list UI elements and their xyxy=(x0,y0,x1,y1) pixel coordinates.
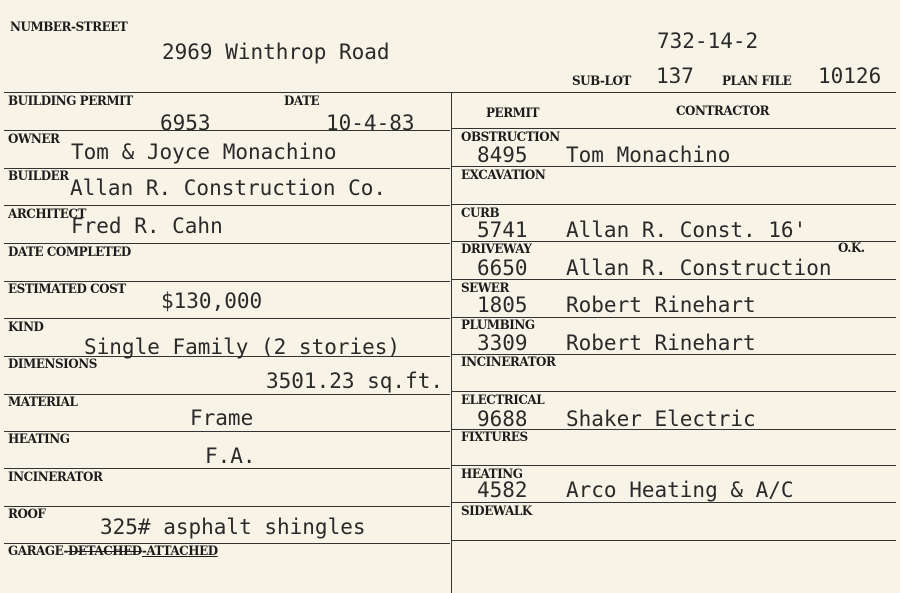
obstruction-permit: 8495 xyxy=(477,143,528,167)
kind-label: KIND xyxy=(8,320,44,335)
curb-label: CURB xyxy=(461,206,500,221)
electrical-contractor: Shaker Electric xyxy=(566,407,756,431)
row-divider xyxy=(4,205,450,206)
curb-contractor: Allan R. Const. 16' xyxy=(566,218,807,242)
fixtures-label: FIXTURES xyxy=(461,430,528,445)
header-divider xyxy=(4,92,896,93)
dimensions-value: 3501.23 sq.ft. xyxy=(266,369,444,393)
driveway-permit: 6650 xyxy=(477,256,528,280)
row-divider xyxy=(452,540,896,541)
sewer-label: SEWER xyxy=(461,281,509,296)
obstruction-contractor: Tom Monachino xyxy=(566,143,731,167)
incinerator-permit-label: INCINERATOR xyxy=(461,355,556,370)
row-divider xyxy=(452,465,896,466)
row-divider xyxy=(4,506,450,507)
column-divider xyxy=(451,92,452,593)
excavation-label: EXCAVATION xyxy=(461,168,546,183)
row-divider xyxy=(452,391,896,392)
row-divider xyxy=(452,502,896,503)
plan-file-value: 10126 xyxy=(818,64,882,88)
building-permit-label: BUILDING PERMIT xyxy=(8,94,133,109)
builder-value: Allan R. Construction Co. xyxy=(70,176,387,200)
owner-label: OWNER xyxy=(8,132,60,147)
contractor-header: CONTRACTOR xyxy=(676,104,770,119)
kind-value: Single Family (2 stories) xyxy=(84,335,401,359)
date-value: 10-4-83 xyxy=(326,111,415,135)
builder-label: BUILDER xyxy=(8,169,69,184)
address-value: 2969 Winthrop Road xyxy=(162,40,390,64)
row-divider xyxy=(4,243,450,244)
estimated-cost-value: $130,000 xyxy=(161,289,263,313)
sublot-label: SUB-LOT xyxy=(572,74,631,89)
sidewalk-label: SIDEWALK xyxy=(461,504,532,519)
permit-header: PERMIT xyxy=(486,106,540,121)
row-divider xyxy=(452,128,896,129)
heating-label: HEATING xyxy=(8,432,70,447)
date-label: DATE xyxy=(284,94,320,109)
plumbing-contractor: Robert Rinehart xyxy=(566,331,756,355)
row-divider xyxy=(4,168,450,169)
sublot-value: 137 xyxy=(656,64,694,88)
sewer-contractor: Robert Rinehart xyxy=(566,293,756,317)
curb-permit: 5741 xyxy=(477,218,528,242)
driveway-note: O.K. xyxy=(838,241,865,256)
architect-value: Fred R. Cahn xyxy=(71,214,223,238)
heating-value: F.A. xyxy=(205,444,256,468)
heating-contractor: Arco Heating & A/C xyxy=(566,478,794,502)
driveway-contractor: Allan R. Construction xyxy=(566,256,832,280)
estimated-cost-label: ESTIMATED COST xyxy=(8,282,126,297)
building-permit-value: 6953 xyxy=(160,111,211,135)
garage-struck-text: DETACHED xyxy=(68,544,142,559)
garage-label xyxy=(8,544,218,559)
number-street-label: NUMBER-STREET xyxy=(10,20,128,35)
roof-label: ROOF xyxy=(8,507,46,522)
sewer-permit: 1805 xyxy=(477,293,528,317)
material-value: Frame xyxy=(190,406,254,430)
architect-label: ARCHITECT xyxy=(8,207,86,222)
electrical-label: ELECTRICAL xyxy=(461,393,545,408)
roof-value: 325# asphalt shingles xyxy=(100,515,366,539)
row-divider xyxy=(4,431,450,432)
electrical-permit: 9688 xyxy=(477,407,528,431)
garage-value: -ATTACHED xyxy=(141,544,218,559)
row-divider xyxy=(4,468,450,469)
date-completed-label: DATE COMPLETED xyxy=(8,245,131,260)
material-label: MATERIAL xyxy=(8,395,78,410)
garage-prefix: GARAGE- xyxy=(8,544,69,559)
row-divider xyxy=(4,318,450,319)
plumbing-permit: 3309 xyxy=(477,331,528,355)
obstruction-label: OBSTRUCTION xyxy=(461,130,560,145)
heating-permit: 4582 xyxy=(477,478,528,502)
driveway-label: DRIVEWAY xyxy=(461,242,532,257)
incinerator-label: INCINERATOR xyxy=(8,470,103,485)
owner-value: Tom & Joyce Monachino xyxy=(71,140,337,164)
heating-permit-label: HEATING xyxy=(461,467,523,482)
dimensions-label: DIMENSIONS xyxy=(8,357,97,372)
row-divider xyxy=(452,204,896,205)
plumbing-label: PLUMBING xyxy=(461,318,535,333)
plan-file-label: PLAN FILE xyxy=(722,74,792,89)
parcel-number: 732-14-2 xyxy=(657,29,759,53)
